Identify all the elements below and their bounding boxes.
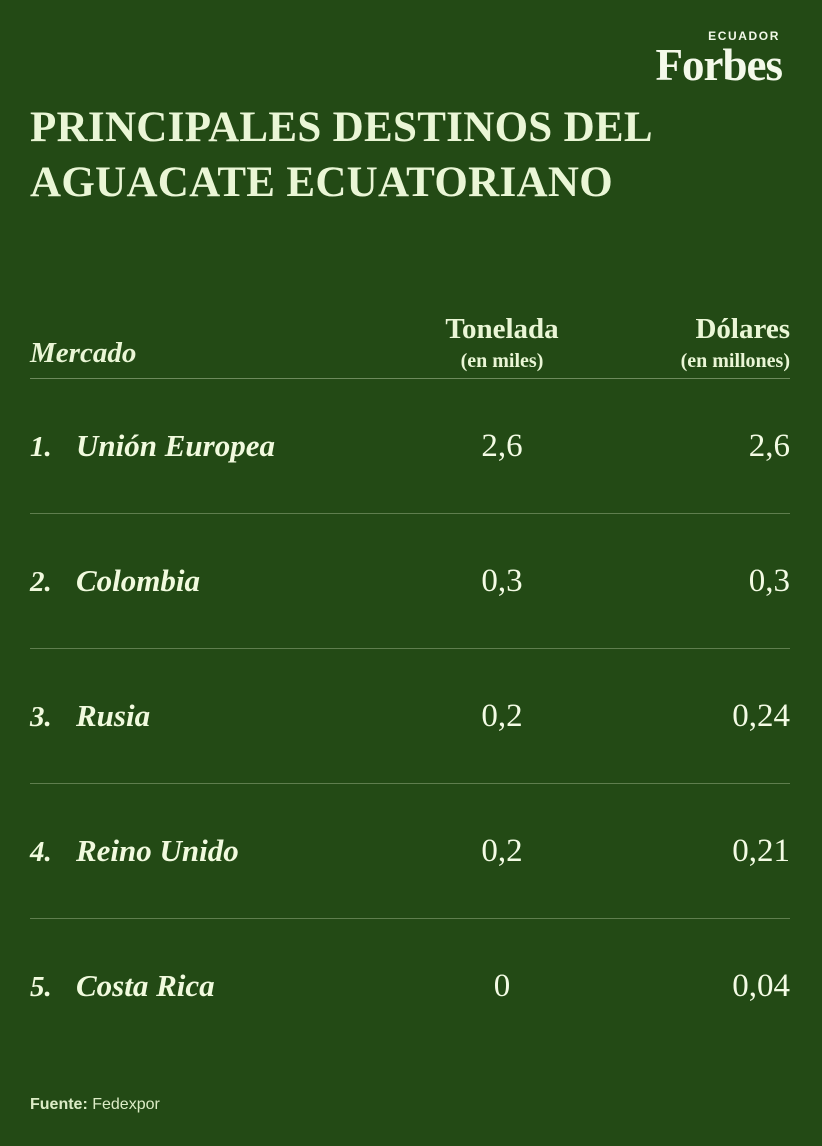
cell-usd: 0,24 bbox=[732, 697, 790, 734]
row-market-name: Costa Rica bbox=[76, 968, 215, 1003]
column-header-tons bbox=[406, 313, 598, 374]
source-label: Fuente: bbox=[30, 1096, 88, 1113]
cell-tons: 0,2 bbox=[481, 832, 523, 869]
column-header-tons-label: Tonelada bbox=[445, 312, 559, 345]
cell-market bbox=[30, 833, 406, 869]
row-market-name: Colombia bbox=[76, 563, 201, 598]
forbes-wordmark: Forbes bbox=[655, 40, 782, 90]
cell-tons: 0,3 bbox=[481, 562, 523, 599]
table-row bbox=[30, 649, 790, 783]
forbes-logo bbox=[656, 30, 782, 88]
source-value: Fedexpor bbox=[92, 1096, 160, 1113]
cell-usd: 0,21 bbox=[732, 832, 790, 869]
column-header-usd-subtitle: (en millones) bbox=[680, 350, 790, 372]
page-title: PRINCIPALES DESTINOS DEL AGUACATE ECUATORIANO bbox=[30, 104, 651, 207]
column-header-usd bbox=[598, 313, 790, 374]
table-row bbox=[30, 514, 790, 648]
cell-tons: 0 bbox=[493, 967, 511, 1004]
row-rank: 5. bbox=[30, 971, 52, 1003]
destinations-table bbox=[30, 278, 790, 1053]
cell-tons: 0,2 bbox=[481, 697, 523, 734]
source-note bbox=[30, 1096, 160, 1114]
table-row bbox=[30, 784, 790, 918]
row-market-name: Reino Unido bbox=[76, 833, 239, 868]
cell-usd: 0,3 bbox=[748, 562, 790, 599]
table-row bbox=[30, 379, 790, 513]
column-header-market-label: Mercado bbox=[30, 336, 137, 369]
forbes-edition-label: ECUADOR bbox=[708, 29, 780, 43]
table-header-row bbox=[30, 278, 790, 378]
cell-tons: 2,6 bbox=[481, 427, 523, 464]
cell-market bbox=[30, 428, 406, 464]
row-rank: 1. bbox=[30, 431, 52, 463]
row-rank: 4. bbox=[30, 836, 52, 868]
cell-market bbox=[30, 698, 406, 734]
table-row bbox=[30, 919, 790, 1053]
row-rank: 2. bbox=[30, 566, 52, 598]
row-market-name: Rusia bbox=[76, 698, 151, 733]
column-header-market bbox=[30, 337, 406, 374]
cell-usd: 0,04 bbox=[732, 967, 790, 1004]
row-market-name: Unión Europea bbox=[76, 428, 275, 463]
column-header-tons-subtitle: (en miles) bbox=[460, 350, 544, 372]
cell-market bbox=[30, 968, 406, 1004]
column-header-usd-label: Dólares bbox=[695, 312, 790, 345]
row-rank: 3. bbox=[30, 701, 52, 733]
cell-usd: 2,6 bbox=[748, 427, 790, 464]
cell-market bbox=[30, 563, 406, 599]
